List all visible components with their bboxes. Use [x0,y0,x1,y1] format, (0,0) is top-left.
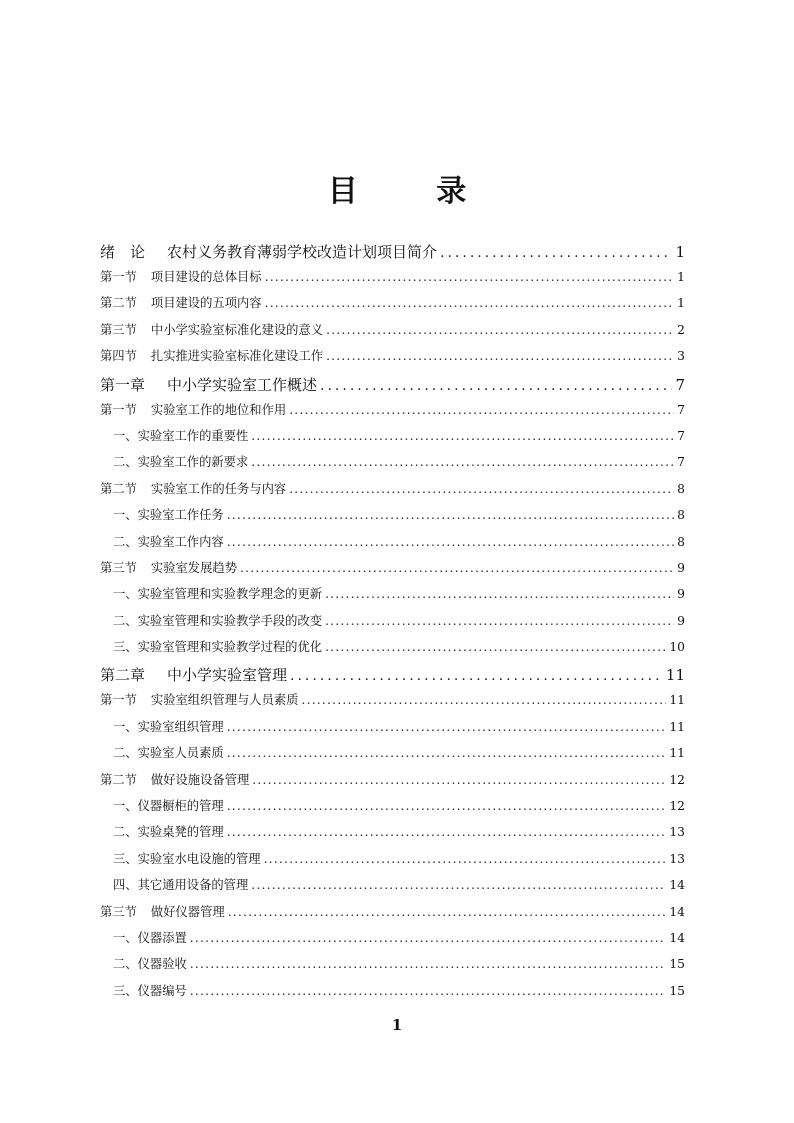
toc-leader-dots [290,668,663,684]
toc-entry-label [113,532,224,550]
toc-leader-dots [240,561,674,575]
toc-entry-title: 实验室工作的地位和作用 [150,402,287,417]
toc-leader-dots [326,323,674,337]
toc-entry-page: 11 [665,666,685,685]
toc-leader-dots [289,403,674,417]
toc-entry-section-number: 第二节 [100,772,137,787]
toc-leader-dots [252,773,666,787]
toc-entry-section-number: 第三节 [100,904,137,919]
toc-entry-section-number: 第二节 [100,296,137,311]
toc-entry-page: 13 [669,851,685,866]
toc-subsection-entry[interactable] [100,849,685,875]
toc-subsection-entry[interactable] [100,532,685,558]
toc-entry-label [100,241,437,262]
toc-entry-title: 一、实验室组织管理 [113,719,224,734]
toc-entry-title: 扎实推进实验室标准化建设工作 [150,349,324,364]
toc-entry-page: 12 [669,799,685,814]
toc-entry-label [100,479,286,497]
toc-subsection-entry[interactable] [100,796,685,822]
toc-entry-title: 中小学实验室管理 [167,666,288,685]
toc-chapter-entry[interactable] [100,374,685,400]
toc-leader-dots [227,799,667,813]
toc-entry-page: 11 [669,746,685,761]
toc-entry-page: 13 [669,825,685,840]
toc-entry-label [100,346,323,364]
toc-leader-dots [190,931,667,945]
table-of-contents [100,240,685,1007]
toc-entry-label [100,374,317,395]
toc-entry-label [113,796,224,814]
toc-entry-page: 3 [677,349,685,364]
toc-leader-dots [227,508,674,522]
toc-leader-dots [251,878,666,892]
toc-leader-dots [190,984,667,998]
toc-entry-title: 二、实验室工作内容 [113,534,224,549]
toc-entry-title: 农村义务教育薄弱学校改造计划项目简介 [167,243,438,261]
toc-subsection-entry[interactable] [100,637,685,663]
toc-entry-section-number: 绪 论 [100,243,146,261]
toc-entry-page: 2 [677,322,685,337]
toc-entry-label [113,505,224,523]
toc-entry-section-number: 第三节 [100,322,137,337]
toc-entry-title: 三、实验室管理和实验教学过程的优化 [113,640,323,655]
toc-entry-page: 8 [677,534,685,549]
toc-entry-page: 1 [675,243,685,261]
toc-entry-label [113,822,224,840]
toc-entry-label [113,875,248,893]
toc-subsection-entry[interactable] [100,954,685,980]
toc-subsection-entry[interactable] [100,822,685,848]
toc-leader-dots [228,905,667,919]
toc-leader-dots [251,429,674,443]
toc-entry-page: 8 [677,481,685,496]
toc-entry-label [113,717,224,735]
toc-leader-dots [320,378,672,394]
toc-leader-dots [264,852,667,866]
toc-section-entry[interactable] [100,267,685,293]
toc-entry-section-number: 第一节 [100,402,137,417]
toc-entry-page: 11 [669,719,685,734]
toc-entry-label [113,743,224,761]
toc-subsection-entry[interactable] [100,717,685,743]
toc-entry-page: 7 [675,375,685,394]
toc-entry-label [100,902,225,920]
toc-section-entry[interactable] [100,690,685,716]
toc-entry-page: 1 [677,296,685,311]
toc-leader-dots [265,296,674,310]
toc-subsection-entry[interactable] [100,505,685,531]
toc-entry-label [100,558,237,576]
toc-leader-dots [289,482,674,496]
toc-entry-title: 中小学实验室标准化建设的意义 [150,322,324,337]
toc-leader-dots [227,825,667,839]
toc-section-entry[interactable] [100,558,685,584]
document-title: 目 录 [327,174,501,209]
toc-entry-page: 11 [669,693,685,708]
toc-leader-dots [227,535,674,549]
toc-leader-dots [227,720,667,734]
toc-entry-page: 14 [669,904,685,919]
toc-entry-page: 15 [669,983,685,998]
toc-subsection-entry[interactable] [100,584,685,610]
toc-entry-section-number: 第四节 [100,349,137,364]
page-number: 1 [391,1016,403,1034]
toc-entry-title: 二、仪器验收 [113,957,187,972]
toc-section-entry[interactable] [100,346,685,372]
toc-subsection-entry[interactable] [100,426,685,452]
toc-subsection-entry[interactable] [100,452,685,478]
toc-entry-page: 10 [669,640,685,655]
toc-leader-dots [440,245,672,261]
toc-entry-title: 二、实验室工作的新要求 [113,455,249,470]
toc-entry-label [113,849,261,867]
toc-subsection-entry[interactable] [100,981,685,1007]
toc-subsection-entry[interactable] [100,611,685,637]
toc-entry-page: 14 [669,878,685,893]
toc-entry-page: 8 [677,508,685,523]
toc-entry-page: 15 [669,957,685,972]
toc-entry-label [113,452,248,470]
toc-entry-title: 一、实验室工作的重要性 [113,428,249,443]
toc-entry-page: 7 [677,455,685,470]
toc-entry-title: 二、实验室人员素质 [113,746,224,761]
toc-leader-dots [325,614,674,628]
toc-entry-page: 1 [677,270,685,284]
toc-entry-title: 做好设施设备管理 [150,772,250,787]
toc-entry-label [113,637,322,655]
toc-subsection-entry[interactable] [100,875,685,901]
toc-leader-dots [227,746,667,760]
toc-entry-page: 14 [669,930,685,945]
toc-entry-title: 一、实验室管理和实验教学理念的更新 [113,587,323,602]
toc-entry-title: 二、实验桌凳的管理 [113,825,224,840]
toc-entry-title: 实验室工作的任务与内容 [150,481,287,496]
toc-entry-title: 二、实验室管理和实验教学手段的改变 [113,613,323,628]
toc-entry-title: 项目建设的五项内容 [150,296,262,311]
toc-entry-title: 做好仪器管理 [150,904,225,919]
toc-entry-label [113,928,187,946]
toc-entry-page: 9 [677,587,685,602]
toc-chapter-entry[interactable] [100,664,685,690]
toc-entry-page: 9 [677,613,685,628]
toc-chapter-entry[interactable] [100,241,685,267]
toc-entry-label [113,981,187,999]
toc-entry-title: 四、其它通用设备的管理 [113,878,249,893]
toc-entry-title: 一、仪器橱柜的管理 [113,799,224,814]
toc-entry-page: 7 [677,428,685,443]
toc-entry-title: 一、实验室工作任务 [113,508,224,523]
toc-subsection-entry[interactable] [100,928,685,954]
toc-entry-title: 三、仪器编号 [113,983,187,998]
toc-entry-section-number: 第二章 [100,666,146,685]
toc-entry-label [100,664,287,685]
toc-leader-dots [325,587,674,601]
toc-entry-label [100,690,298,708]
toc-entry-label [100,293,262,311]
toc-entry-section-number: 第三节 [100,560,137,575]
toc-section-entry[interactable] [100,479,685,505]
toc-entry-page: 9 [677,560,685,575]
toc-entry-label [113,584,322,602]
toc-entry-title: 项目建设的总体目标 [150,270,262,284]
toc-subsection-entry[interactable] [100,743,685,769]
toc-entry-label [113,611,322,629]
toc-entry-section-number: 第二节 [100,481,137,496]
toc-leader-dots [326,349,674,363]
toc-entry-title: 一、仪器添置 [113,930,187,945]
toc-entry-label [100,320,323,338]
toc-entry-section-number: 第一章 [100,375,146,394]
toc-section-entry[interactable] [100,293,685,319]
toc-entry-title: 中小学实验室工作概述 [167,375,318,394]
toc-entry-page: 12 [669,772,685,787]
toc-leader-dots [325,640,666,654]
toc-section-entry[interactable] [100,400,685,426]
toc-leader-dots [190,957,667,971]
toc-leader-dots [301,693,666,707]
toc-entry-title: 三、实验室水电设施的管理 [113,851,261,866]
toc-section-entry[interactable] [100,902,685,928]
toc-entry-title: 实验室组织管理与人员素质 [150,693,299,708]
toc-entry-label [100,770,249,788]
toc-section-entry[interactable] [100,770,685,796]
toc-entry-section-number: 第一节 [100,693,137,708]
toc-entry-label [113,426,248,444]
toc-leader-dots [265,270,674,284]
toc-section-entry[interactable] [100,320,685,346]
toc-entry-page: 7 [677,402,685,417]
toc-leader-dots [251,455,674,469]
toc-entry-label [100,400,286,418]
toc-entry-label [113,954,187,972]
toc-entry-section-number: 第一节 [100,270,137,284]
toc-entry-title: 实验室发展趋势 [150,560,237,575]
toc-entry-label [100,267,262,285]
